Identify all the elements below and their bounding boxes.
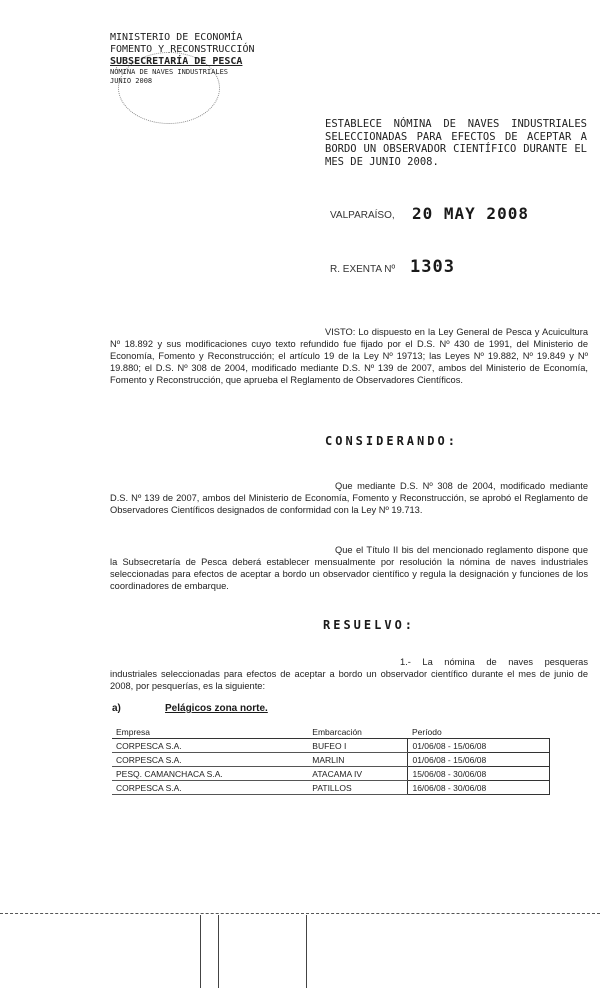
table-row — [112, 767, 550, 781]
scan-vertical-line — [218, 915, 219, 988]
letterhead-line: SUBSECRETARÍA DE PESCA — [110, 56, 243, 67]
letterhead-line: FOMENTO Y RECONSTRUCCIÓN — [110, 44, 255, 55]
table-header-row — [112, 726, 550, 739]
cell-periodo: 01/06/08 - 15/06/08 — [408, 739, 550, 753]
section-letter: a) — [112, 703, 121, 714]
scan-fold-line — [0, 913, 600, 914]
vessels-table — [112, 726, 550, 795]
cell-empresa: PESQ. CAMANCHACA S.A. — [112, 767, 308, 781]
considerando-paragraph-1: Que mediante D.S. Nº 308 de 2004, modificado mediante D.S. Nº 139 de 2007, ambos del Ministerio de Economía, Fomento y Reconstrucción, se aprobó el Reglamento de Observadores Científicos designados de conformidad con la Ley Nº 19.713. — [110, 481, 588, 515]
column-header-empresa: Empresa — [112, 726, 308, 739]
letterhead-stamp — [110, 32, 280, 112]
table-row — [112, 781, 550, 795]
resolution-heading: ESTABLECE NÓMINA DE NAVES INDUSTRIALES SELECCIONADAS PARA EFECTOS DE ACEPTAR A BORDO UN OBSERVADOR CIENTÍFICO DURANTE EL MES DE JUNIO 2008. — [325, 118, 587, 168]
cell-embarcacion: MARLIN — [308, 753, 408, 767]
exenta-number: 1303 — [410, 257, 455, 277]
visto-paragraph: VISTO: Lo dispuesto en la Ley General de Pesca y Acuicultura Nº 18.892 y sus modificaciones cuyo texto refundido fue fijado por el D.S. Nº 430 de 1991, del Ministerio de Economía, Fomento y Reconstrucción; el artículo 19 de la Ley Nº 19713; las Leyes Nº 19.882, Nº 19.849 y Nº 19.880; el D.S. Nº 308 de 2004, modificado mediante D.S. Nº 139 de 2007, ambos del Ministerio de Economía, Fomento y Reconstrucción, que aprueba el Reglamento de Observadores Científicos. — [110, 327, 588, 385]
cell-empresa: CORPESCA S.A. — [112, 753, 308, 767]
column-header-embarcacion: Embarcación — [308, 726, 408, 739]
cell-empresa: CORPESCA S.A. — [112, 739, 308, 753]
section-title: Pelágicos zona norte. — [165, 703, 268, 714]
place-label: VALPARAÍSO, — [330, 210, 395, 221]
exenta-label: R. EXENTA Nº — [330, 264, 396, 275]
resuelvo-title: RESUELVO: — [323, 618, 416, 632]
letterhead-line: JUNIO 2008 — [110, 77, 153, 85]
considerando-title: CONSIDERANDO: — [325, 434, 458, 448]
table-row — [112, 753, 550, 767]
cell-embarcacion: ATACAMA IV — [308, 767, 408, 781]
letterhead-line: NÓMINA DE NAVES INDUSTRIALES — [110, 68, 229, 76]
cell-periodo: 15/06/08 - 30/06/08 — [408, 767, 550, 781]
cell-periodo: 16/06/08 - 30/06/08 — [408, 781, 550, 795]
cell-embarcacion: BUFEO I — [308, 739, 408, 753]
column-header-periodo: Período — [408, 726, 550, 739]
cell-empresa: CORPESCA S.A. — [112, 781, 308, 795]
scan-vertical-line — [306, 915, 307, 988]
table-row — [112, 739, 550, 753]
cell-periodo: 01/06/08 - 15/06/08 — [408, 753, 550, 767]
cell-embarcacion: PATILLOS — [308, 781, 408, 795]
considerando-paragraph-2: Que el Título II bis del mencionado reglamento dispone que la Subsecretaría de Pesca deberá establecer mensualmente por resolución la nómina de naves industriales seleccionadas para efectos de aceptar a bordo un observador científico y regula la designación y funciones de los coordinadores de embarque. — [110, 545, 588, 591]
stamped-date: 20 MAY 2008 — [412, 204, 529, 223]
resuelvo-paragraph-1: 1.- La nómina de naves pesqueras industriales seleccionadas para efectos de aceptar a bordo un observador científico durante el mes de junio de 2008, por pesquerías, es la siguiente: — [110, 657, 588, 691]
scan-vertical-line — [200, 915, 201, 988]
letterhead-line: MINISTERIO DE ECONOMÍA — [110, 32, 243, 43]
